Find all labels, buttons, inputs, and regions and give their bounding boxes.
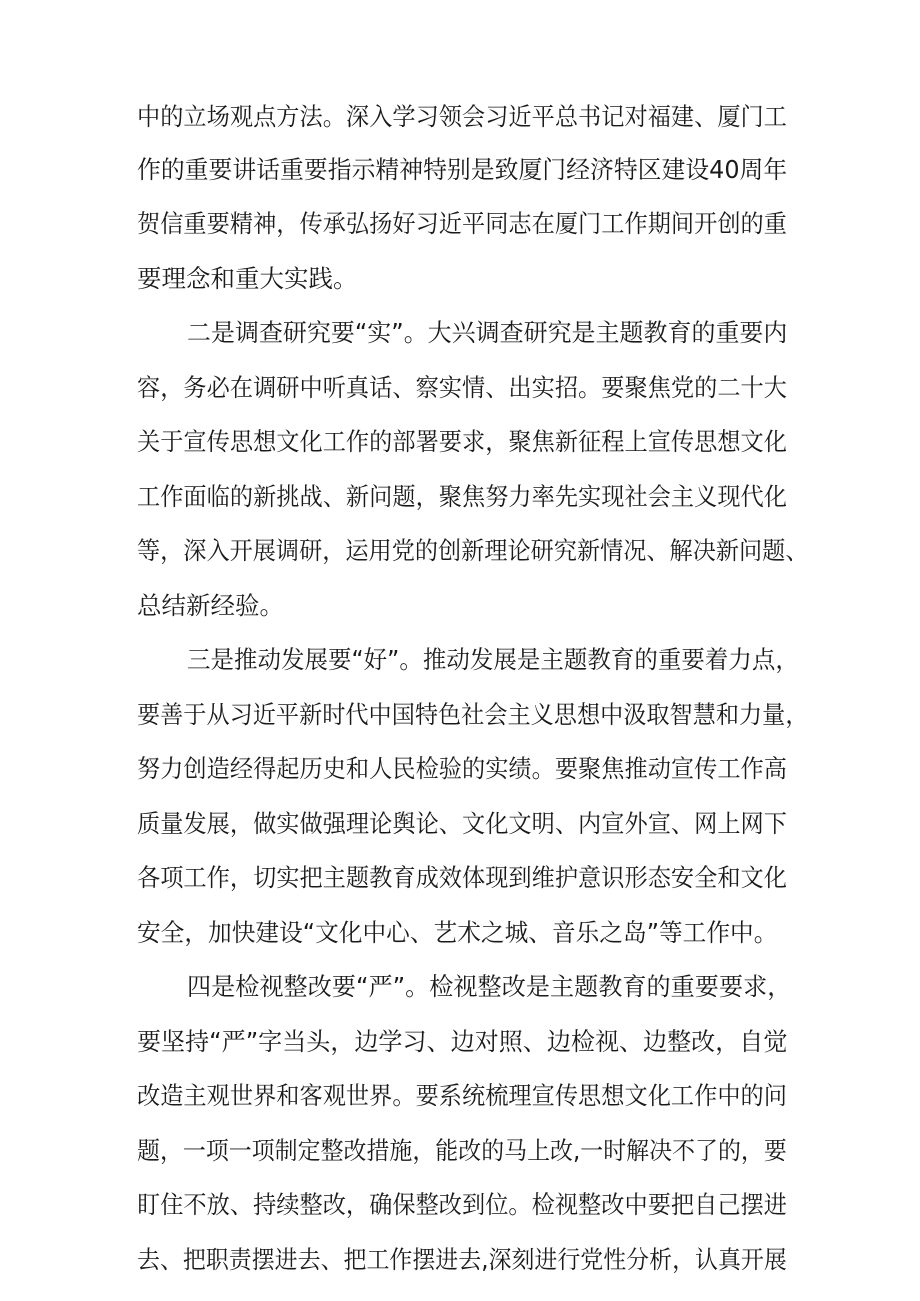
text-line: 总结新经验。 [137,591,284,620]
text-line: 关于宣传思想文化工作的部署要求，聚焦新征程上宣传思想文化 [137,427,787,456]
paragraph-2-first-line: 二是调查研究要“实”。大兴调查研究是主题教育的重要内 [187,318,788,347]
text-line: 工作面临的新挑战、新问题，聚焦努力率先实现社会主义现代化 [137,482,787,511]
text-line: 容，务必在调研中听真话、察实情、出实招。要聚焦党的二十大 [137,373,787,402]
text-line: 要坚持“严”字当头，边学习、边对照、边检视、边整改，自觉 [137,1027,788,1056]
text-line: 题，一项一项制定整改措施，能改的马上改,一时解决不了的，要 [137,1136,787,1165]
text-line: 改造主观世界和客观世界。要系统梳理宣传思想文化工作中的问 [137,1081,787,1110]
text-line: 盯住不放、持续整改，确保整改到位。检视整改中要把自己摆进 [137,1190,787,1219]
text-line: 努力创造经得起历史和人民检验的实绩。要聚焦推动宣传工作高 [137,754,787,783]
text-line: 中的立场观点方法。深入学习领会习近平总书记对福建、厦门工 [137,102,787,131]
paragraph-3-first-line: 三是推动发展要“好”。推动发展是主题教育的重要着力点， [187,645,799,674]
paragraph-4-first-line: 四是检视整改要“严”。检视整改是主题教育的重要要求， [187,972,792,1001]
text-line: 安全，加快建设“文化中心、艺术之城、音乐之岛”等工作中。 [137,918,778,947]
text-line: 各项工作，切实把主题教育成效体现到维护意识形态安全和文化 [137,863,787,892]
text-line: 贺信重要精神，传承弘扬好习近平同志在厦门工作期间开创的重 [137,209,787,238]
text-line: 质量发展，做实做强理论舆论、文化文明、内宣外宣、网上网下 [137,809,787,838]
text-line: 作的重要讲话重要指示精神特别是致厦门经济特区建设40周年 [137,155,788,184]
text-line: 去、把职责摆进去、把工作摆进去,深刻进行党性分析，认真开展 [137,1245,787,1274]
text-line: 要理念和重大实践。 [137,264,358,293]
text-line: 要善于从习近平新时代中国特色社会主义思想中汲取智慧和力量， [137,700,809,729]
text-line: 等，深入开展调研，运用党的创新理论研究新情况、解决新问题、 [137,536,809,565]
